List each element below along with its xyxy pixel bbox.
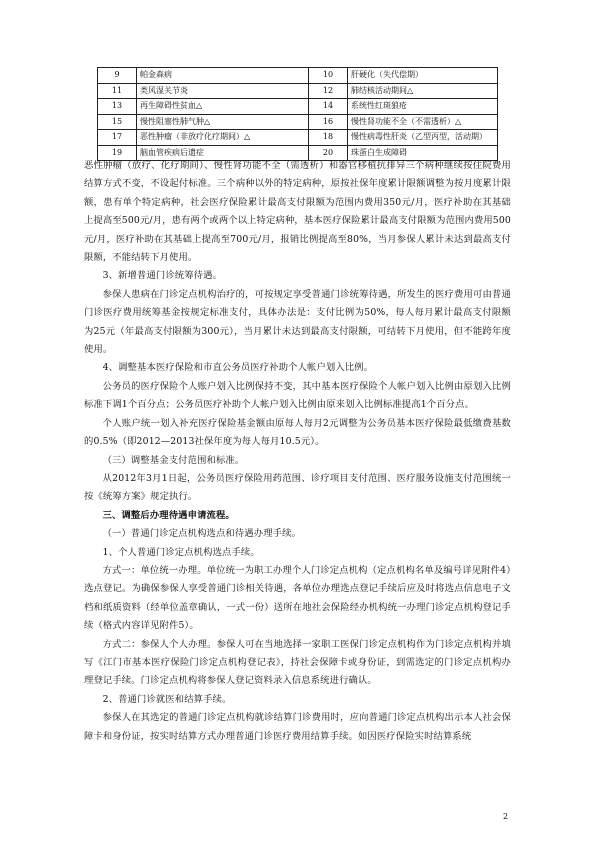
table-row bbox=[98, 83, 498, 99]
table-cell-disease: 再生障碍性贫血△ bbox=[137, 99, 309, 115]
table-cell-disease: 慢性肾功能不全（不需透析）△ bbox=[348, 114, 498, 130]
table-cell-number: 13 bbox=[98, 99, 137, 115]
table-cell-number: 16 bbox=[309, 114, 348, 130]
paragraph: 参保人在其选定的普通门诊定点机构就诊结算门诊费用时，应向普通门诊定点机构出示本人社会保障卡和身份证，按实时结算方式办理普通门诊医疗费用结算手续。如因医疗保险实时结算系统 bbox=[84, 712, 511, 742]
table-cell-number: 11 bbox=[98, 83, 137, 99]
table-cell-disease: 珠蛋白生成障碍 bbox=[348, 145, 498, 161]
table-cell-disease: 系统性红斑狼疮 bbox=[348, 99, 498, 115]
table-row bbox=[98, 99, 498, 115]
paragraph: 1、个人普通门诊定点机构选点手续。 bbox=[102, 546, 260, 558]
paragraph: 4、调整基本医疗保险和市直公务员医疗补助个人帐户划入比例。 bbox=[102, 362, 374, 374]
table-cell-number: 18 bbox=[309, 130, 348, 146]
paragraph: 方式一：单位统一办理。单位统一为职工办理个人门诊定点机构（定点机构名单及编号详见附件4）选点登记。为确保参保人享受普通门诊相关待遇，各单位办理选点登记手续后应及时将选点信息电子文档和纸质资料（经单位盖章确认，一式一份）送所在地社会保险经办机构统一办理门诊定点机构登记手续（格式内容详见附件5）。 bbox=[84, 564, 511, 632]
paragraph: 方式二：参保人个人办理。参保人可在当地选择一家职工医保门诊定点机构作为门诊定点机构并填写《江门市基本医疗保险门诊定点机构登记表》，持社会保障卡或身份证，到需选定的门诊定点机构办理登记手续。门诊定点机构将参保人登记资料录入信息系统进行确认。 bbox=[84, 638, 511, 687]
table-cell-number: 14 bbox=[309, 99, 348, 115]
table-cell-number: 12 bbox=[309, 83, 348, 99]
table-row bbox=[98, 130, 498, 146]
table-cell-number: 17 bbox=[98, 130, 137, 146]
table-cell-disease: 类风湿关节炎 bbox=[137, 83, 309, 99]
paragraph: 恶性肿瘤（放疗、化疗期间）、慢性肾功能不全（需透析）和器官移植抗排异三个病种继续按住院费用结算方式不变，不设起付标准。三个病种以外的特定病种，原按社保年度累计限额调整为按月度累计限额，患有单个特定病种，社会医疗保险累计最高支付限额为范围内费用350元/月，医疗补助在其基础上提高至500元/月，患有两个或两个以上特定病种，基本医疗保险累计最高支付限额为范围内费用500元/月，医疗补助在其基础上提高至700元/月，报销比例提高至80%，当月参保人累计未达到最高支付限额，不能结转下月使用。 bbox=[84, 160, 511, 264]
table-cell-disease: 脑血管疾病后遗症 bbox=[137, 145, 309, 161]
table-cell-disease: 恶性肿瘤（非放疗化疗期间）△ bbox=[137, 130, 309, 146]
paragraph: 3、新增普通门诊统筹待遇。 bbox=[102, 270, 223, 282]
page-number: 2 bbox=[503, 812, 509, 821]
table-row bbox=[98, 114, 498, 130]
table-cell-number: 9 bbox=[98, 68, 137, 84]
paragraph: 公务员的医疗保险个人账户划入比例保持不变，其中基本医疗保险个人帐户划入比例由原划入比例标准下调1个百分点；公务员医疗补助个人帐户划入比例由原来划入比例标准提高1个百分点。 bbox=[84, 380, 511, 411]
paragraph: （一）普通门诊定点机构选点和待遇办理手续。 bbox=[102, 528, 301, 540]
table-cell-disease: 肺结核活动期间△ bbox=[348, 83, 498, 99]
paragraph: 参保人患病在门诊定点机构治疗的，可按规定享受普通门诊统筹待遇，所发生的医疗费用可由普通门诊医疗费用统筹基金按规定标准支付，具体办法是：支付比例为50%，每人每月累计最高支付限额为25元（年最高支付限额为300元），当月累计未达到最高支付限额，可结转下月使用，但不能跨年度使用。 bbox=[84, 288, 511, 356]
paragraph: 三、调整后办理待遇申请流程。 bbox=[102, 509, 235, 521]
table-cell-number: 19 bbox=[98, 145, 137, 161]
table-row bbox=[98, 68, 498, 84]
paragraph: 从2012年3月1日起，公务员医疗保险用药范围、诊疗项目支付范围、医疗服务设施支付范围统一按《统筹方案》规定执行。 bbox=[84, 472, 511, 503]
paragraph: （三）调整基金支付范围和标准。 bbox=[102, 454, 245, 466]
table-cell-disease: 帕金森病 bbox=[137, 68, 309, 84]
table-cell-number: 15 bbox=[98, 114, 137, 130]
paragraph: 2、普通门诊就医和结算手续。 bbox=[102, 693, 232, 705]
table-cell-number: 10 bbox=[309, 68, 348, 84]
table-cell-disease: 慢性阻塞性肺气肿△ bbox=[137, 114, 309, 130]
table-cell-disease: 慢性病毒性肝炎（乙型丙型，活动期） bbox=[348, 130, 498, 146]
paragraph: 个人账户统一划入补充医疗保险基金额由原每人每月2元调整为公务员基本医疗保险最低缴费基数的0.5%（即2012—2013社保年度为每人每月10.5元）。 bbox=[84, 417, 511, 448]
table-cell-disease: 肝硬化（失代偿期） bbox=[348, 68, 498, 84]
disease-table bbox=[97, 67, 498, 161]
table-cell-number: 20 bbox=[309, 145, 348, 161]
body-text bbox=[84, 157, 511, 746]
